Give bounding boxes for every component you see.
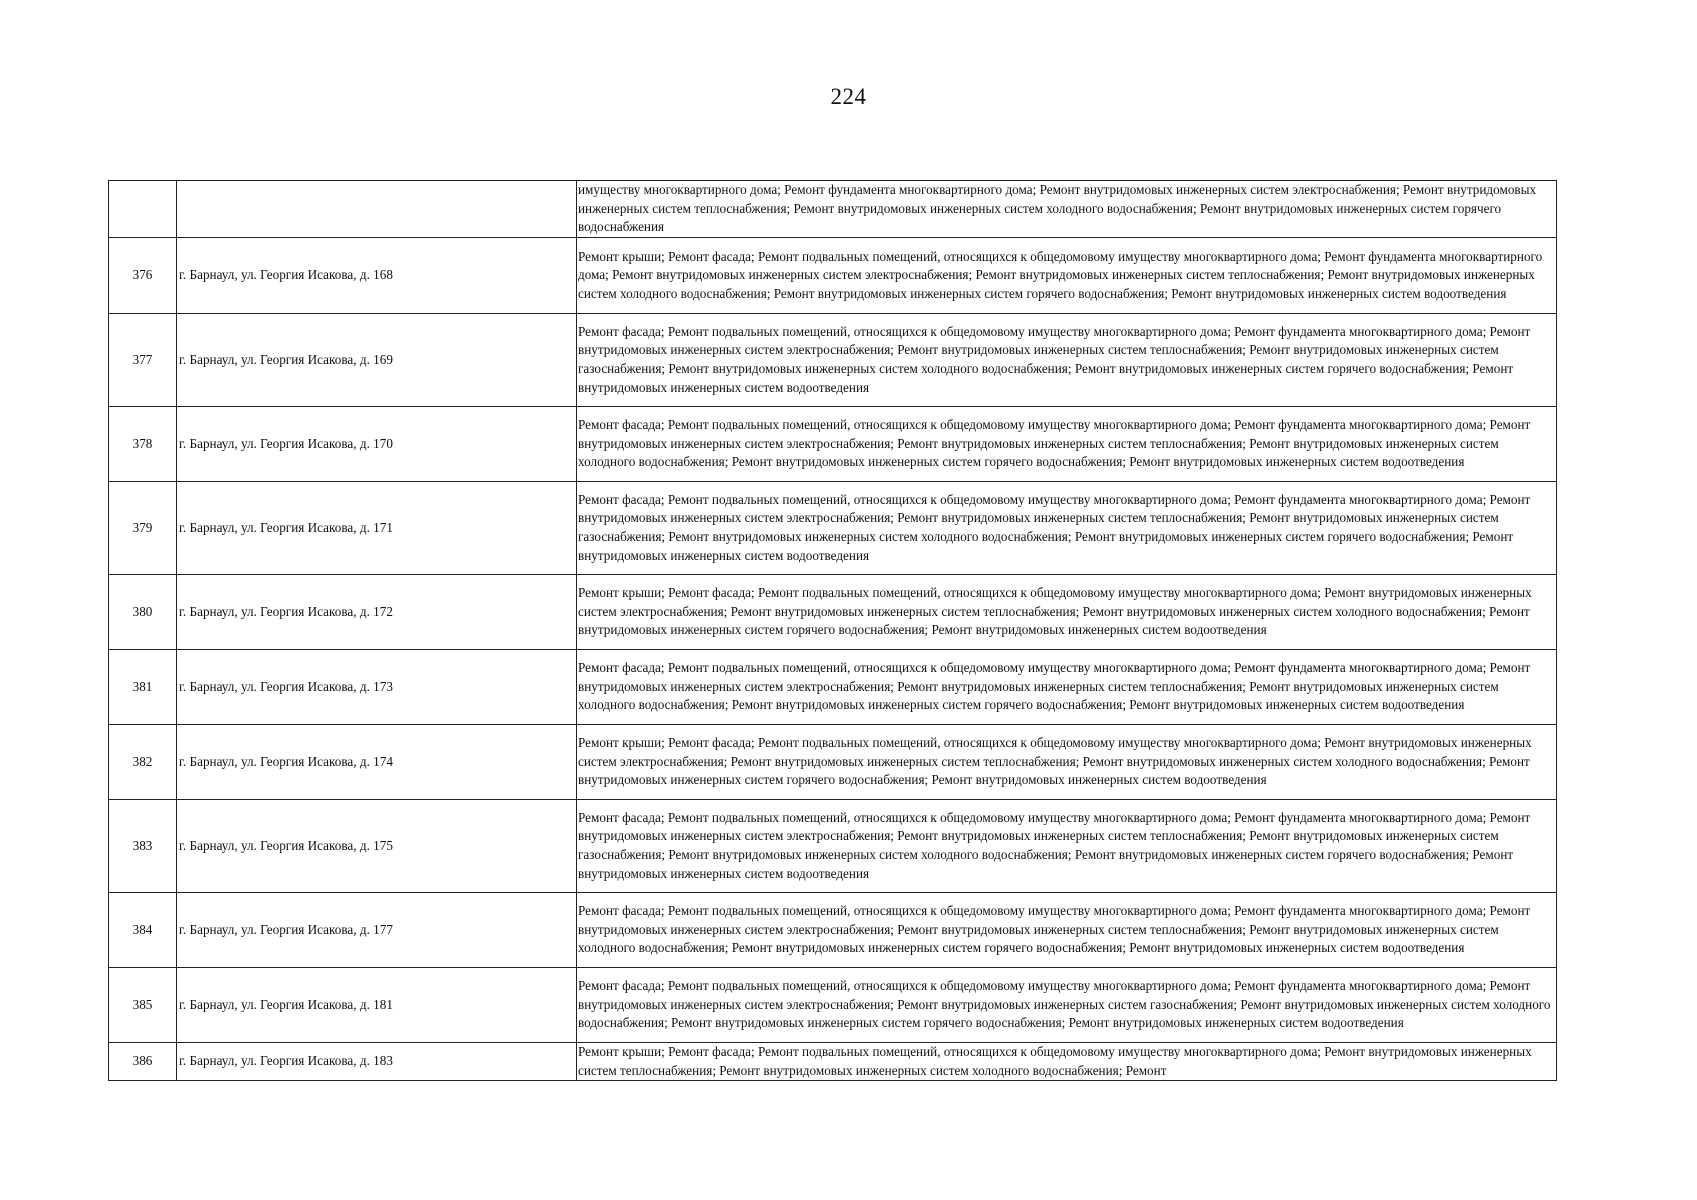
table-row [109, 725, 1557, 800]
table-row [109, 650, 1557, 725]
row-address: г. Барнаул, ул. Георгия Исакова, д. 169 [177, 314, 577, 407]
row-address: г. Барнаул, ул. Георгия Исакова, д. 168 [177, 238, 577, 314]
row-works: Ремонт фасада; Ремонт подвальных помещений, относящихся к общедомовому имуществу многоквартирного дома; Ремонт фундамента многоквартирного дома; Ремонт внутридомовых инженерных систем электроснабжения; Ремонт внутридомовых инженерных систем теплоснабжения; Ремонт внутридомовых инженерных систем газоснабжения; Ремонт внутридомовых инженерных систем холодного водоснабжения; Ремонт внутридомовых инженерных систем горячего водоснабжения; Ремонт внутридомовых инженерных систем водоотведения [577, 800, 1557, 893]
row-number [109, 181, 177, 238]
row-number: 376 [109, 238, 177, 314]
row-number: 382 [109, 725, 177, 800]
row-address: г. Барнаул, ул. Георгия Исакова, д. 181 [177, 968, 577, 1043]
row-works: Ремонт фасада; Ремонт подвальных помещений, относящихся к общедомовому имуществу многоквартирного дома; Ремонт фундамента многоквартирного дома; Ремонт внутридомовых инженерных систем электроснабжения; Ремонт внутридомовых инженерных систем газоснабжения; Ремонт внутридомовых инженерных систем холодного водоснабжения; Ремонт внутридомовых инженерных систем горячего водоснабжения; Ремонт внутридомовых инженерных систем водоотведения [577, 968, 1557, 1043]
row-works: Ремонт фасада; Ремонт подвальных помещений, относящихся к общедомовому имуществу многоквартирного дома; Ремонт фундамента многоквартирного дома; Ремонт внутридомовых инженерных систем электроснабжения; Ремонт внутридомовых инженерных систем теплоснабжения; Ремонт внутридомовых инженерных систем холодного водоснабжения; Ремонт внутридомовых инженерных систем горячего водоснабжения; Ремонт внутридомовых инженерных систем водоотведения [577, 407, 1557, 482]
row-address: г. Барнаул, ул. Георгия Исакова, д. 171 [177, 482, 577, 575]
row-address: г. Барнаул, ул. Георгия Исакова, д. 175 [177, 800, 577, 893]
row-address: г. Барнаул, ул. Георгия Исакова, д. 174 [177, 725, 577, 800]
row-works: Ремонт крыши; Ремонт фасада; Ремонт подвальных помещений, относящихся к общедомовому имуществу многоквартирного дома; Ремонт внутридомовых инженерных систем электроснабжения; Ремонт внутридомовых инженерных систем теплоснабжения; Ремонт внутридомовых инженерных систем холодного водоснабжения; Ремонт внутридомовых инженерных систем горячего водоснабжения; Ремонт внутридомовых инженерных систем водоотведения [577, 575, 1557, 650]
row-works: имуществу многоквартирного дома; Ремонт фундамента многоквартирного дома; Ремонт внутридомовых инженерных систем электроснабжения; Ремонт внутридомовых инженерных систем теплоснабжения; Ремонт внутридомовых инженерных систем холодного водоснабжения; Ремонт внутридомовых инженерных систем горячего водоснабжения [577, 181, 1557, 238]
row-number: 384 [109, 893, 177, 968]
table-row [109, 968, 1557, 1043]
table-row [109, 238, 1557, 314]
row-address: г. Барнаул, ул. Георгия Исакова, д. 177 [177, 893, 577, 968]
table-row [109, 800, 1557, 893]
table-row [109, 893, 1557, 968]
row-works: Ремонт фасада; Ремонт подвальных помещений, относящихся к общедомовому имуществу многоквартирного дома; Ремонт фундамента многоквартирного дома; Ремонт внутридомовых инженерных систем электроснабжения; Ремонт внутридомовых инженерных систем теплоснабжения; Ремонт внутридомовых инженерных систем холодного водоснабжения; Ремонт внутридомовых инженерных систем горячего водоснабжения; Ремонт внутридомовых инженерных систем водоотведения [577, 893, 1557, 968]
table-row [109, 407, 1557, 482]
table-row [109, 1043, 1557, 1081]
row-works: Ремонт крыши; Ремонт фасада; Ремонт подвальных помещений, относящихся к общедомовому имуществу многоквартирного дома; Ремонт фундамента многоквартирного дома; Ремонт внутридомовых инженерных систем электроснабжения; Ремонт внутридомовых инженерных систем теплоснабжения; Ремонт внутридомовых инженерных систем холодного водоснабжения; Ремонт внутридомовых инженерных систем горячего водоснабжения; Ремонт внутридомовых инженерных систем водоотведения [577, 238, 1557, 314]
row-address: г. Барнаул, ул. Георгия Исакова, д. 172 [177, 575, 577, 650]
row-works: Ремонт крыши; Ремонт фасада; Ремонт подвальных помещений, относящихся к общедомовому имуществу многоквартирного дома; Ремонт внутридомовых инженерных систем теплоснабжения; Ремонт внутридомовых инженерных систем холодного водоснабжения; Ремонт [577, 1043, 1557, 1081]
table-row [109, 181, 1557, 238]
row-works: Ремонт фасада; Ремонт подвальных помещений, относящихся к общедомовому имуществу многоквартирного дома; Ремонт фундамента многоквартирного дома; Ремонт внутридомовых инженерных систем электроснабжения; Ремонт внутридомовых инженерных систем теплоснабжения; Ремонт внутридомовых инженерных систем холодного водоснабжения; Ремонт внутридомовых инженерных систем горячего водоснабжения; Ремонт внутридомовых инженерных систем водоотведения [577, 650, 1557, 725]
row-works: Ремонт крыши; Ремонт фасада; Ремонт подвальных помещений, относящихся к общедомовому имуществу многоквартирного дома; Ремонт внутридомовых инженерных систем электроснабжения; Ремонт внутридомовых инженерных систем теплоснабжения; Ремонт внутридомовых инженерных систем холодного водоснабжения; Ремонт внутридомовых инженерных систем горячего водоснабжения; Ремонт внутридомовых инженерных систем водоотведения [577, 725, 1557, 800]
row-address: г. Барнаул, ул. Георгия Исакова, д. 183 [177, 1043, 577, 1081]
row-address: г. Барнаул, ул. Георгия Исакова, д. 173 [177, 650, 577, 725]
page-number: 224 [830, 84, 867, 109]
row-address: г. Барнаул, ул. Георгия Исакова, д. 170 [177, 407, 577, 482]
table-row [109, 314, 1557, 407]
table-row [109, 575, 1557, 650]
table-row [109, 482, 1557, 575]
row-number: 385 [109, 968, 177, 1043]
row-number: 379 [109, 482, 177, 575]
row-number: 377 [109, 314, 177, 407]
row-address [177, 181, 577, 238]
row-works: Ремонт фасада; Ремонт подвальных помещений, относящихся к общедомовому имуществу многоквартирного дома; Ремонт фундамента многоквартирного дома; Ремонт внутридомовых инженерных систем электроснабжения; Ремонт внутридомовых инженерных систем теплоснабжения; Ремонт внутридомовых инженерных систем газоснабжения; Ремонт внутридомовых инженерных систем холодного водоснабжения; Ремонт внутридомовых инженерных систем горячего водоснабжения; Ремонт внутридомовых инженерных систем водоотведения [577, 314, 1557, 407]
row-number: 378 [109, 407, 177, 482]
row-number: 380 [109, 575, 177, 650]
row-works: Ремонт фасада; Ремонт подвальных помещений, относящихся к общедомовому имуществу многоквартирного дома; Ремонт фундамента многоквартирного дома; Ремонт внутридомовых инженерных систем электроснабжения; Ремонт внутридомовых инженерных систем теплоснабжения; Ремонт внутридомовых инженерных систем газоснабжения; Ремонт внутридомовых инженерных систем холодного водоснабжения; Ремонт внутридомовых инженерных систем горячего водоснабжения; Ремонт внутридомовых инженерных систем водоотведения [577, 482, 1557, 575]
row-number: 386 [109, 1043, 177, 1081]
row-number: 381 [109, 650, 177, 725]
row-number: 383 [109, 800, 177, 893]
registry-table [108, 180, 1557, 1081]
